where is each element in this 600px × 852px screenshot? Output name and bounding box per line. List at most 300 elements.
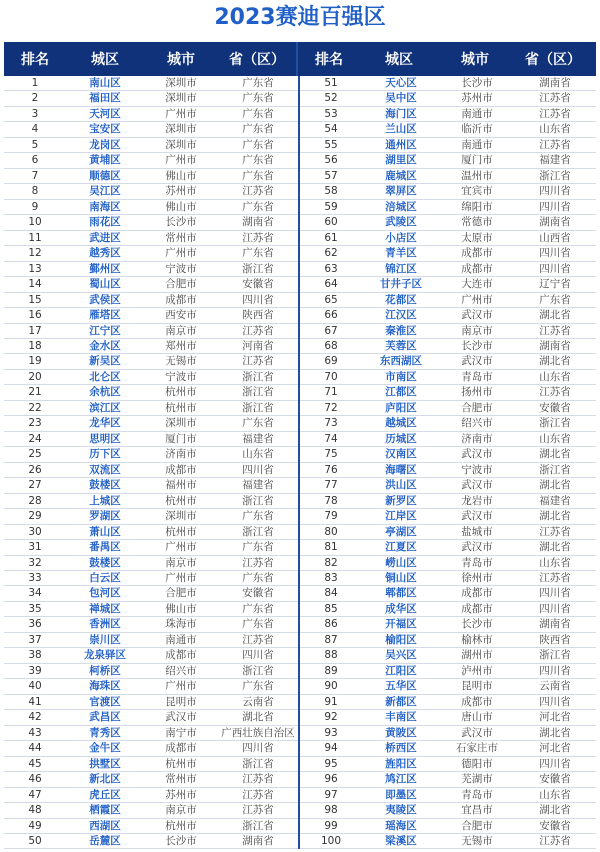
district-cell: 梁溪区: [385, 834, 417, 847]
table-row: [4, 463, 298, 478]
city-cell: 武汉市: [461, 541, 493, 554]
city-cell: 芜湖市: [461, 773, 493, 786]
rank-cell: 42: [28, 711, 42, 724]
rank-cell: 92: [324, 711, 338, 724]
district-cell: 鼓楼区: [89, 556, 121, 569]
province-cell: 四川省: [242, 649, 274, 662]
city-cell: 宁波市: [165, 370, 197, 383]
rank-cell: 36: [28, 618, 42, 631]
table-row: [300, 664, 596, 679]
header-province: 省（区）: [525, 52, 581, 68]
table-row: [4, 834, 298, 849]
district-cell: 武陵区: [385, 216, 417, 229]
table-row: [300, 370, 596, 385]
district-cell: 翠屏区: [385, 185, 417, 198]
rank-cell: 44: [28, 742, 42, 755]
province-cell: 四川省: [242, 742, 274, 755]
table-row: [300, 262, 596, 277]
rank-cell: 97: [324, 788, 338, 801]
province-cell: 江苏省: [539, 386, 571, 399]
city-cell: 青岛市: [461, 788, 493, 801]
table-row: [300, 525, 596, 540]
table-row: [4, 153, 298, 168]
table-row: [300, 339, 596, 354]
province-cell: 江苏省: [242, 324, 274, 337]
city-cell: 佛山市: [165, 169, 197, 182]
city-cell: 宁波市: [165, 262, 197, 275]
table-row: [300, 571, 596, 586]
table-row: [4, 200, 298, 215]
district-cell: 鄞州区: [89, 262, 121, 275]
province-cell: 湖北省: [539, 804, 571, 817]
rank-cell: 83: [324, 572, 338, 584]
city-cell: 南宁市: [165, 726, 197, 739]
table-row: [300, 710, 596, 725]
table-row: [4, 385, 298, 400]
province-cell: 四川省: [539, 695, 571, 708]
rank-cell: 18: [28, 339, 42, 352]
table-row: [300, 184, 596, 199]
table-row: [300, 293, 596, 308]
city-cell: 成都市: [165, 649, 197, 662]
table-row: [300, 772, 596, 787]
district-cell: 蜀山区: [89, 278, 121, 291]
district-cell: 新罗区: [385, 494, 417, 507]
table-row: [300, 726, 596, 741]
district-cell: 宝安区: [89, 123, 121, 136]
rank-cell: 19: [28, 355, 42, 368]
city-cell: 杭州市: [165, 494, 197, 507]
table-row: [300, 200, 596, 215]
district-cell: 庐阳区: [385, 401, 417, 414]
province-cell: 辽宁省: [539, 278, 571, 291]
district-cell: 滨江区: [89, 401, 121, 414]
city-cell: 榆林市: [461, 633, 493, 646]
city-cell: 深圳市: [165, 510, 197, 523]
rank-cell: 35: [28, 602, 42, 615]
table-row: [300, 324, 596, 339]
district-cell: 新吴区: [89, 355, 121, 368]
district-cell: 海珠区: [89, 680, 121, 693]
city-cell: 长沙市: [461, 339, 493, 352]
city-cell: 合肥市: [165, 278, 197, 291]
district-cell: 丰南区: [385, 711, 417, 724]
rank-cell: 80: [324, 525, 338, 538]
rank-cell: 68: [324, 339, 338, 352]
province-cell: 江苏省: [242, 185, 274, 198]
rank-cell: 21: [28, 386, 42, 399]
province-cell: 广东省: [242, 247, 274, 260]
province-cell: 湖南省: [539, 339, 571, 352]
province-cell: 浙江省: [242, 401, 274, 414]
city-cell: 深圳市: [165, 77, 197, 89]
city-cell: 南通市: [461, 107, 493, 120]
rank-cell: 8: [31, 185, 39, 198]
city-cell: 佛山市: [165, 200, 197, 213]
city-cell: 苏州市: [165, 788, 197, 801]
district-cell: 郫都区: [385, 587, 417, 600]
city-cell: 郑州市: [165, 339, 197, 352]
province-cell: 浙江省: [242, 525, 274, 538]
rank-cell: 67: [324, 324, 338, 337]
province-cell: 湖南省: [539, 77, 571, 89]
table-row: [300, 803, 596, 818]
rank-cell: 60: [324, 216, 338, 229]
province-cell: 浙江省: [242, 757, 274, 770]
city-cell: 徐州市: [461, 572, 493, 584]
district-cell: 甘井子区: [380, 278, 422, 291]
district-cell: 金牛区: [89, 742, 121, 755]
district-cell: 白云区: [89, 572, 121, 584]
table-row: [300, 494, 596, 509]
header-district: 城区: [385, 52, 413, 68]
province-cell: 云南省: [539, 680, 571, 693]
province-cell: 湖北省: [539, 448, 571, 461]
city-cell: 常州市: [165, 773, 197, 786]
province-cell: 湖南省: [242, 216, 274, 229]
table-row: [4, 819, 298, 834]
district-cell: 海曙区: [385, 463, 417, 476]
table-row: [4, 122, 298, 137]
city-cell: 武汉市: [165, 711, 197, 724]
province-cell: 湖南省: [242, 834, 274, 847]
table-row: [4, 138, 298, 153]
city-cell: 广州市: [165, 154, 197, 167]
table-row: [4, 788, 298, 803]
rank-cell: 76: [324, 463, 338, 476]
province-cell: 广东省: [242, 200, 274, 213]
table-row: [4, 509, 298, 524]
province-cell: 江苏省: [539, 834, 571, 847]
city-cell: 武汉市: [461, 448, 493, 461]
district-cell: 鸠江区: [385, 773, 417, 786]
header-rank: 排名: [315, 52, 343, 68]
district-cell: 越秀区: [89, 247, 121, 260]
district-cell: 上城区: [89, 494, 121, 507]
rank-cell: 96: [324, 773, 338, 786]
district-cell: 崂山区: [385, 556, 417, 569]
table-row: [4, 416, 298, 431]
city-cell: 杭州市: [165, 525, 197, 538]
city-cell: 南京市: [165, 804, 197, 817]
district-cell: 东西湖区: [380, 355, 422, 368]
province-cell: 江苏省: [242, 788, 274, 801]
district-cell: 江夏区: [385, 541, 417, 554]
city-cell: 合肥市: [461, 401, 493, 414]
district-cell: 锦江区: [385, 262, 417, 275]
district-cell: 鹿城区: [385, 169, 417, 182]
city-cell: 广州市: [461, 293, 493, 306]
city-cell: 深圳市: [165, 417, 197, 430]
district-cell: 市南区: [385, 370, 417, 383]
header-rank: 排名: [21, 52, 49, 68]
district-cell: 双流区: [89, 463, 121, 476]
province-cell: 湖北省: [539, 510, 571, 523]
ranking-table: [4, 42, 596, 849]
city-cell: 成都市: [461, 587, 493, 600]
table-row: [4, 633, 298, 648]
city-cell: 温州市: [461, 169, 493, 182]
table-row: [300, 463, 596, 478]
city-cell: 无锡市: [165, 355, 197, 368]
page-title: 2023赛迪百强区: [214, 5, 386, 30]
province-cell: 江苏省: [539, 525, 571, 538]
city-cell: 成都市: [165, 463, 197, 476]
province-cell: 四川省: [539, 602, 571, 615]
province-cell: 湖北省: [539, 309, 571, 322]
province-cell: 江苏省: [539, 324, 571, 337]
rank-cell: 73: [324, 417, 338, 430]
province-cell: 福建省: [539, 494, 571, 507]
district-cell: 武昌区: [89, 711, 121, 724]
province-cell: 福建省: [539, 154, 571, 167]
city-cell: 临沂市: [461, 123, 493, 136]
province-cell: 浙江省: [539, 417, 571, 430]
district-cell: 金水区: [89, 339, 121, 352]
city-cell: 盐城市: [461, 525, 493, 538]
district-cell: 湖里区: [385, 154, 417, 167]
rank-cell: 66: [324, 309, 338, 322]
table-left-half: [4, 76, 300, 849]
district-cell: 即墨区: [385, 788, 417, 801]
table-row: [4, 695, 298, 710]
province-cell: 浙江省: [539, 463, 571, 476]
province-cell: 陕西省: [242, 309, 274, 322]
district-cell: 兰山区: [385, 123, 417, 136]
city-cell: 大连市: [461, 278, 493, 291]
province-cell: 江苏省: [242, 355, 274, 368]
city-cell: 南京市: [165, 324, 197, 337]
rank-cell: 33: [28, 572, 42, 584]
city-cell: 武汉市: [461, 355, 493, 368]
table-row: [300, 741, 596, 756]
table-row: [4, 432, 298, 447]
rank-cell: 37: [28, 633, 42, 646]
province-cell: 浙江省: [242, 819, 274, 832]
district-cell: 旌阳区: [385, 757, 417, 770]
district-cell: 思明区: [89, 432, 121, 445]
city-cell: 武汉市: [461, 479, 493, 492]
province-cell: 广东省: [539, 293, 571, 306]
city-cell: 宁波市: [461, 463, 493, 476]
city-cell: 无锡市: [461, 834, 493, 847]
province-cell: 江苏省: [539, 92, 571, 105]
rank-cell: 70: [324, 370, 338, 383]
province-cell: 江苏省: [539, 107, 571, 120]
rank-cell: 78: [324, 494, 338, 507]
rank-cell: 16: [28, 309, 42, 322]
table-row: [300, 447, 596, 462]
table-row: [4, 556, 298, 571]
rank-cell: 27: [28, 479, 42, 492]
province-cell: 广东省: [242, 107, 274, 120]
province-cell: 湖北省: [539, 355, 571, 368]
rank-cell: 59: [324, 200, 338, 213]
district-cell: 黄陂区: [385, 726, 417, 739]
city-cell: 泸州市: [461, 664, 493, 677]
table-row: [300, 679, 596, 694]
rank-cell: 84: [324, 587, 338, 600]
city-cell: 湖州市: [461, 649, 493, 662]
rank-cell: 48: [28, 804, 42, 817]
district-cell: 江都区: [385, 386, 417, 399]
table-row: [4, 447, 298, 462]
table-row: [4, 277, 298, 292]
table-row: [300, 138, 596, 153]
table-row: [4, 648, 298, 663]
district-cell: 榆阳区: [385, 633, 417, 646]
province-cell: 安徽省: [539, 401, 571, 414]
province-cell: 广东省: [242, 92, 274, 105]
province-cell: 广东省: [242, 77, 274, 89]
table-row: [4, 726, 298, 741]
province-cell: 云南省: [242, 695, 274, 708]
city-cell: 南通市: [461, 138, 493, 151]
city-cell: 成都市: [461, 262, 493, 275]
table-row: [4, 339, 298, 354]
province-cell: 山东省: [539, 370, 571, 383]
rank-cell: 82: [324, 556, 338, 569]
city-cell: 广州市: [165, 247, 197, 260]
district-cell: 亭湖区: [385, 525, 417, 538]
rank-cell: 64: [324, 278, 338, 291]
table-row: [300, 695, 596, 710]
district-cell: 罗湖区: [89, 510, 121, 523]
rank-cell: 39: [28, 664, 42, 677]
province-cell: 安徽省: [539, 773, 571, 786]
city-cell: 广州市: [165, 680, 197, 693]
district-cell: 崇川区: [89, 633, 121, 646]
table-row: [300, 478, 596, 493]
table-row: [4, 478, 298, 493]
city-cell: 杭州市: [165, 819, 197, 832]
province-cell: 江苏省: [242, 633, 274, 646]
city-cell: 济南市: [461, 432, 493, 445]
rank-cell: 98: [324, 804, 338, 817]
district-cell: 天心区: [385, 77, 417, 89]
table-row: [4, 772, 298, 787]
district-cell: 通州区: [385, 138, 417, 151]
province-cell: 广东省: [242, 138, 274, 151]
district-cell: 江岸区: [385, 510, 417, 523]
rank-cell: 79: [324, 510, 338, 523]
table-row: [4, 710, 298, 725]
district-cell: 夷陵区: [385, 804, 417, 817]
province-cell: 江苏省: [242, 231, 274, 244]
rank-cell: 12: [28, 247, 42, 260]
rank-cell: 55: [324, 138, 338, 151]
city-cell: 济南市: [165, 448, 197, 461]
rank-cell: 43: [28, 726, 42, 739]
district-cell: 南山区: [89, 77, 121, 89]
district-cell: 桥西区: [385, 742, 417, 755]
district-cell: 成华区: [385, 602, 417, 615]
rank-cell: 94: [324, 742, 338, 755]
district-cell: 岳麓区: [89, 834, 121, 847]
city-cell: 绍兴市: [461, 417, 493, 430]
province-cell: 河北省: [539, 742, 571, 755]
province-cell: 广东省: [242, 680, 274, 693]
province-cell: 江苏省: [242, 804, 274, 817]
table-row: [4, 215, 298, 230]
table-row: [300, 617, 596, 632]
city-cell: 德阳市: [461, 757, 493, 770]
rank-cell: 31: [28, 541, 42, 554]
province-cell: 四川省: [539, 664, 571, 677]
province-cell: 广东省: [242, 572, 274, 584]
district-cell: 顺德区: [89, 169, 121, 182]
city-cell: 西安市: [165, 309, 197, 322]
rank-cell: 77: [324, 479, 338, 492]
city-cell: 成都市: [461, 602, 493, 615]
rank-cell: 58: [324, 185, 338, 198]
province-cell: 浙江省: [242, 494, 274, 507]
province-cell: 福建省: [242, 479, 274, 492]
rank-cell: 51: [324, 77, 338, 89]
rank-cell: 72: [324, 401, 338, 414]
table-row: [4, 76, 298, 91]
table-row: [300, 556, 596, 571]
province-cell: 江苏省: [242, 556, 274, 569]
city-cell: 苏州市: [461, 92, 493, 105]
rank-cell: 46: [28, 773, 42, 786]
rank-cell: 65: [324, 293, 338, 306]
city-cell: 绵阳市: [461, 200, 493, 213]
city-cell: 成都市: [165, 293, 197, 306]
district-cell: 新都区: [385, 695, 417, 708]
table-row: [300, 354, 596, 369]
table-row: [4, 540, 298, 555]
province-cell: 广东省: [242, 123, 274, 136]
table-row: [300, 540, 596, 555]
city-cell: 太原市: [461, 231, 493, 244]
province-cell: 四川省: [242, 463, 274, 476]
table-row: [4, 617, 298, 632]
province-cell: 广东省: [242, 417, 274, 430]
rank-cell: 74: [324, 432, 338, 445]
rank-cell: 29: [28, 510, 42, 523]
header-city: 城市: [167, 52, 195, 68]
table-row: [300, 153, 596, 168]
rank-cell: 40: [28, 680, 42, 693]
table-row: [4, 354, 298, 369]
city-cell: 杭州市: [165, 401, 197, 414]
province-cell: 浙江省: [242, 386, 274, 399]
city-cell: 广州市: [165, 572, 197, 584]
rank-cell: 5: [31, 138, 39, 151]
table-row: [300, 401, 596, 416]
rank-cell: 86: [324, 618, 338, 631]
table-row: [4, 91, 298, 106]
table-row: [4, 169, 298, 184]
province-cell: 浙江省: [242, 370, 274, 383]
district-cell: 涪城区: [385, 200, 417, 213]
table-row: [4, 602, 298, 617]
district-cell: 洪山区: [385, 479, 417, 492]
province-cell: 河北省: [539, 711, 571, 724]
rank-cell: 11: [28, 231, 42, 244]
rank-cell: 89: [324, 664, 338, 677]
table-row: [300, 107, 596, 122]
province-cell: 山东省: [539, 123, 571, 136]
province-cell: 四川省: [539, 262, 571, 275]
city-cell: 苏州市: [165, 185, 197, 198]
city-cell: 青岛市: [461, 370, 493, 383]
district-cell: 吴中区: [385, 92, 417, 105]
district-cell: 番禺区: [89, 541, 121, 554]
province-cell: 安徽省: [242, 587, 274, 600]
district-cell: 吴兴区: [385, 649, 417, 662]
